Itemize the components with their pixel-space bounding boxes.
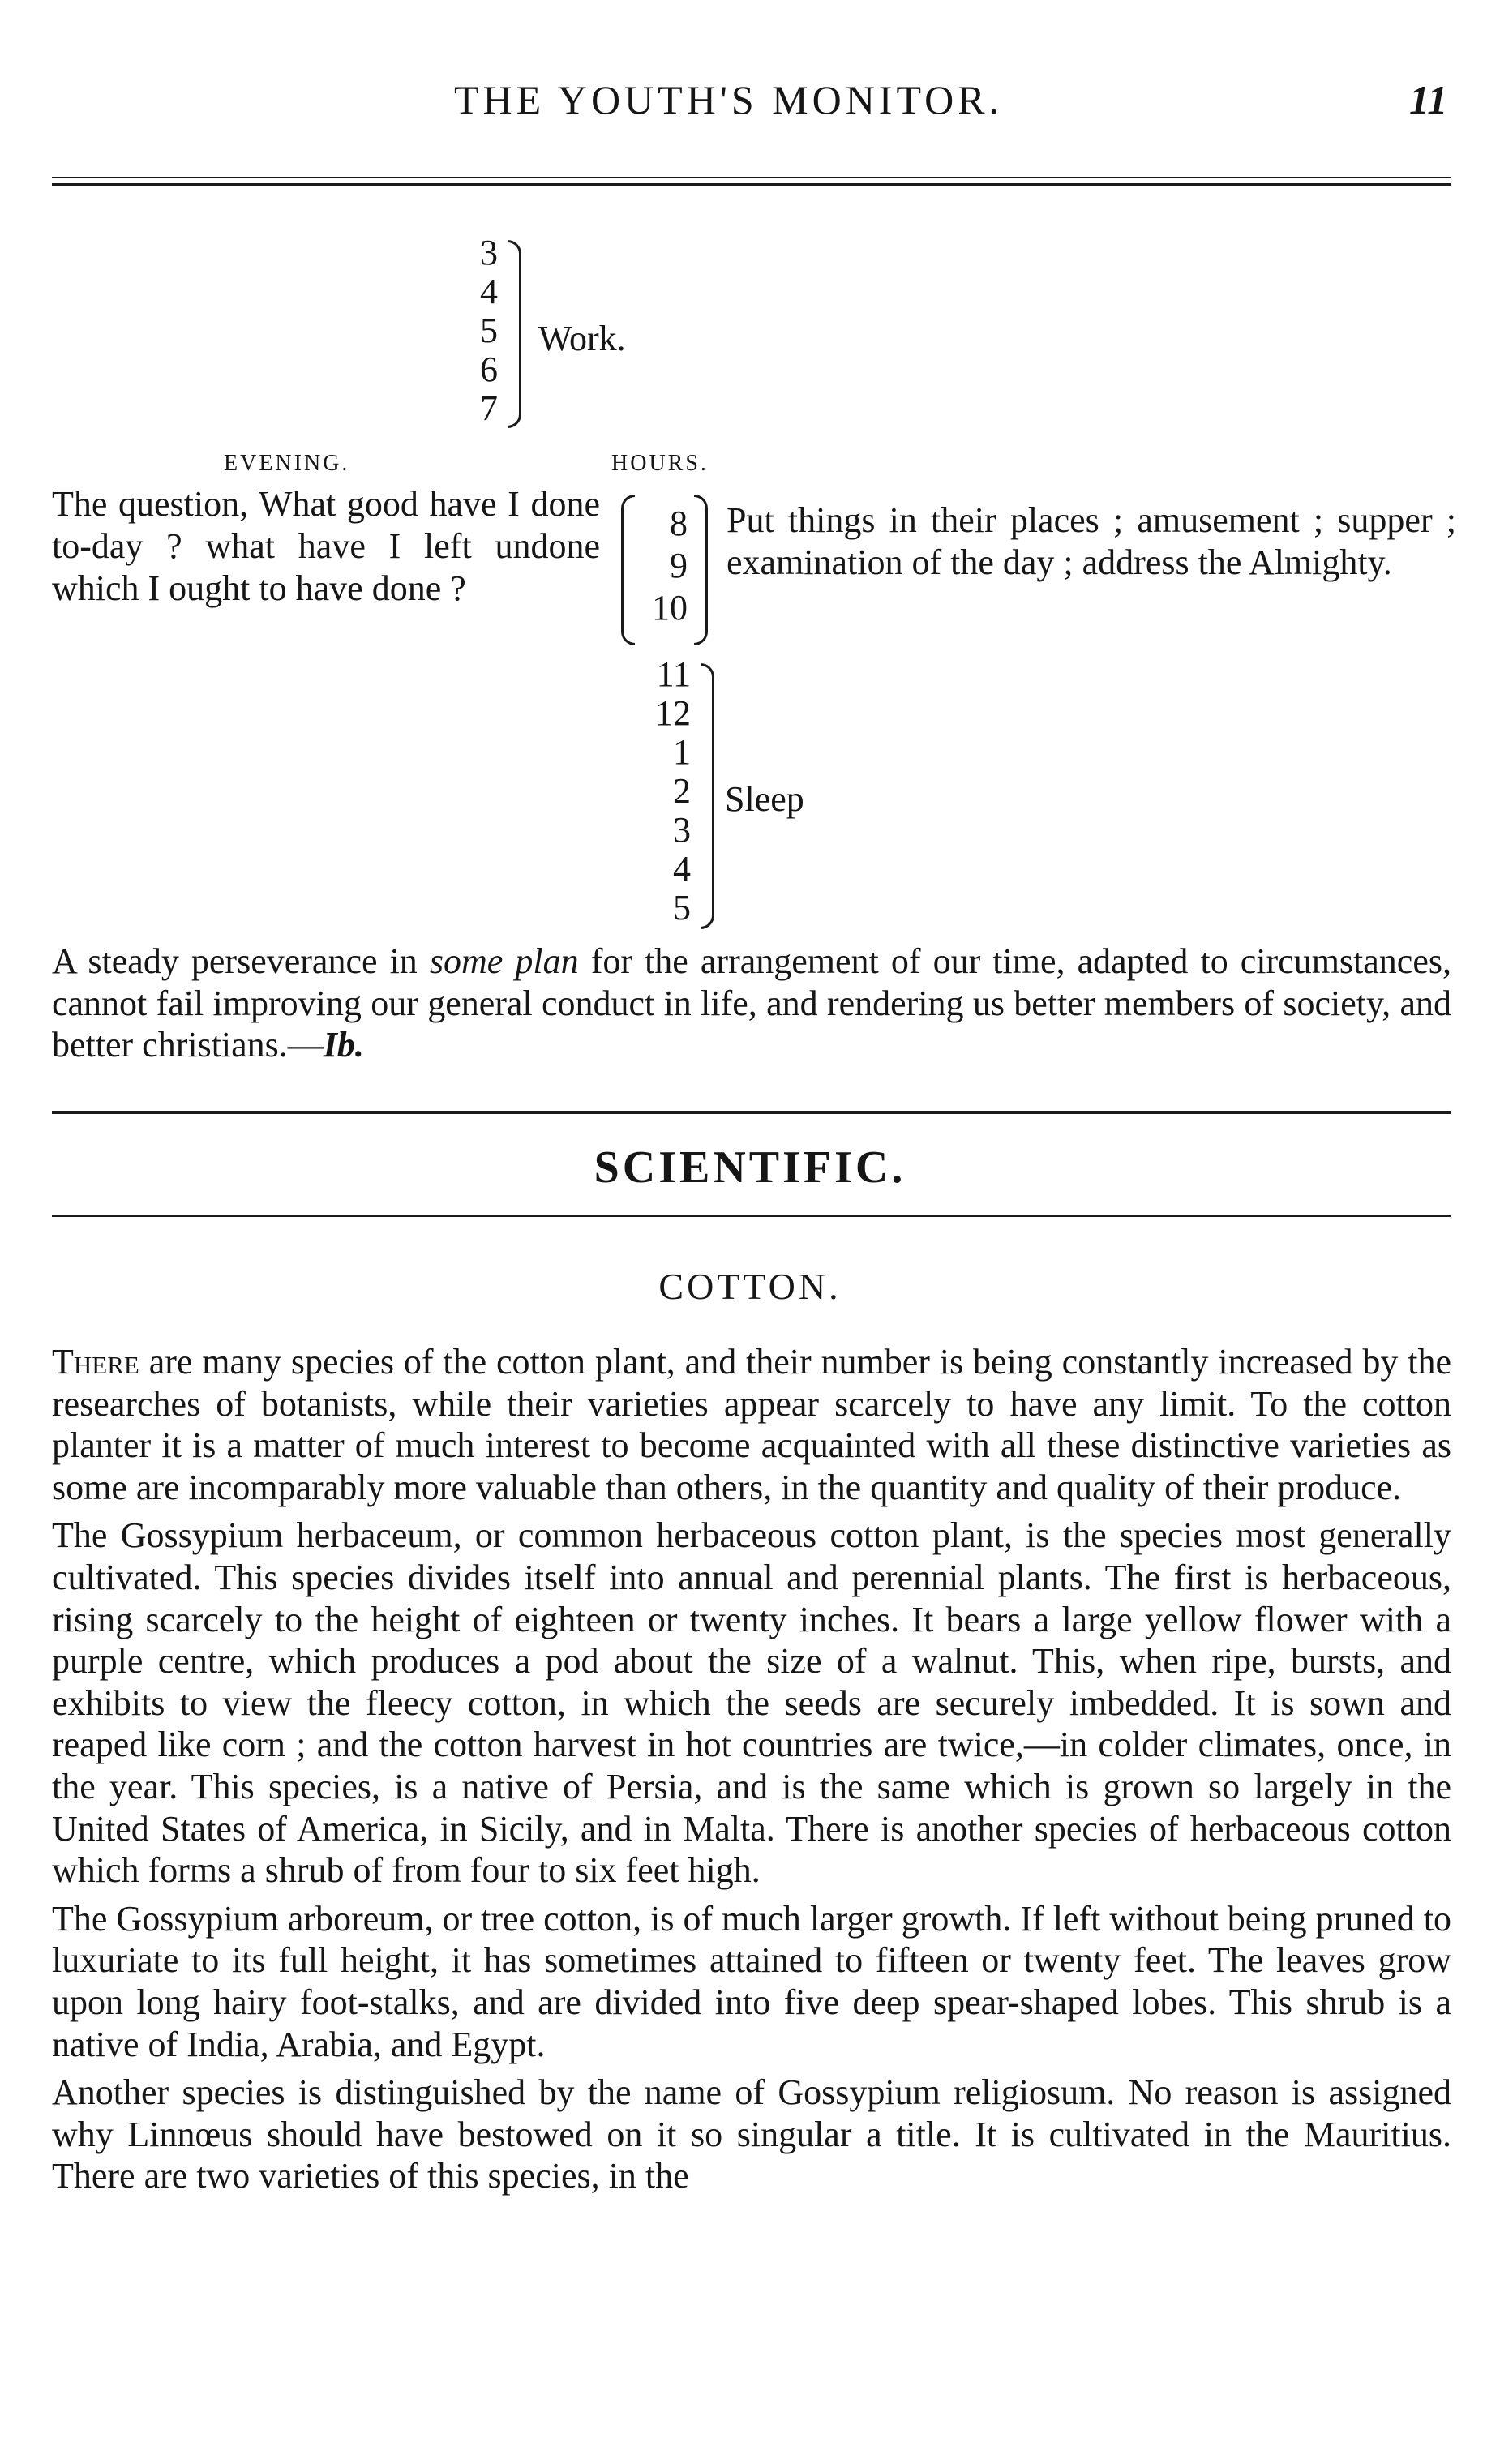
hours-heading: HOURS. — [611, 451, 709, 476]
evening-hours-list — [636, 503, 688, 629]
work-hour: 5 — [480, 311, 498, 350]
paragraph-text: Another species is distinguished by the name of Gossypium religiosum. No reason is assigned why Linnœus should have bestowed on it so singular a title. It is cultivated in the Mauritius. There are two varieties of this species, in the — [52, 2072, 1451, 2196]
article-paragraph — [52, 2072, 1451, 2197]
paragraph-lead-word: There — [52, 1342, 139, 1382]
article-paragraph — [52, 1515, 1451, 1891]
closing-text-before: A steady perseverance in — [52, 941, 430, 981]
article-paragraph — [52, 1341, 1451, 1508]
section-title: SCIENTIFIC. — [594, 1142, 906, 1193]
sleep-hour: 5 — [673, 888, 691, 928]
evening-activity: Put things in their places ; amusement ; supper ; examination of the day ; address the Almighty. — [726, 500, 1456, 582]
evening-hour: 9 — [670, 546, 688, 585]
work-hour: 4 — [480, 272, 498, 311]
work-brace — [508, 240, 521, 428]
sleep-brace — [701, 663, 714, 929]
evening-right-brace — [694, 495, 708, 645]
sleep-hour: 3 — [673, 810, 691, 850]
article-paragraph — [52, 1898, 1451, 2065]
sleep-hour: 12 — [655, 693, 691, 733]
evening-left-brace — [621, 495, 635, 645]
paragraph-text: The Gossypium arboreum, or tree cotton, is of much larger growth. If left without being pruned to luxuriate to its full height, it has sometimes attained to fifteen or twenty feet. The leaves grow upon long hairy foot-stalks, and are divided into five deep spear-shaped lobes. This shrub is a native of India, Arabia, and Egypt. — [52, 1898, 1451, 2064]
evening-hour: 8 — [670, 504, 688, 543]
header-rule-thin — [52, 177, 1451, 178]
work-hours-list — [454, 234, 498, 428]
article-body — [52, 1341, 1451, 2197]
work-label: Work. — [538, 319, 626, 358]
article-title: COTTON. — [658, 1266, 842, 1307]
closing-emphasis: some plan — [429, 941, 579, 981]
evening-heading: EVENING. — [224, 451, 350, 476]
paragraph-text: The Gossypium herbaceum, or common herbaceous cotton plant, is the species most generally cultivated. This species divides itself into annual and perennial plants. The first is herbaceous, rising scarcely to the height of eighteen or twenty inches. It bears a large yellow flower with a purple centre, which produces a pod about the size of a walnut. This, when ripe, bursts, and exhibits to view the fleecy cotton, in which the seeds are securely imbedded. It is sown and reaped like corn ; and the cotton harvest in hot countries are twice,—in colder climates, once, in the year. This species, is a native of Persia, and is the same which is grown so largely in the United States of America, in Sicily, and in Malta. There is another species of herbaceous cotton which forms a shrub of from four to six feet high. — [52, 1515, 1451, 1891]
sleep-hours-list — [641, 655, 691, 928]
evening-question: The question, What good have I done to-day ? what have I left undone which I ought to have done ? — [52, 484, 600, 608]
work-hour: 6 — [480, 349, 498, 389]
closing-paragraph — [52, 941, 1451, 1066]
sleep-hour: 11 — [656, 654, 691, 694]
closing-citation: Ib. — [323, 1025, 364, 1065]
paragraph-text: are many species of the cotton plant, and their number is being constantly increased by the researches of botanists, while their varieties appear scarcely to have any limit. To the cotton planter it is a matter of much interest to become acquainted with all these distinctive varieties as some are incomparably more valuable than others, in the quantity and quality of their produce. — [52, 1342, 1451, 1507]
sleep-hour: 4 — [673, 849, 691, 889]
page-number: 11 — [1409, 77, 1448, 122]
evening-hour: 10 — [652, 588, 688, 628]
header-rule-thick — [52, 183, 1451, 186]
work-hour: 7 — [480, 388, 498, 428]
sleep-hour: 2 — [673, 771, 691, 811]
sleep-hour: 1 — [673, 732, 691, 772]
section-rule-bottom — [52, 1215, 1451, 1217]
closing-text-after: for the arrangement of our time, adapted to circumstances, cannot fail improving our general conduct in life, and rendering us better members of society, and better christians.— — [52, 941, 1451, 1065]
sleep-label: Sleep — [725, 779, 804, 819]
work-hour: 3 — [480, 233, 498, 272]
section-rule-top — [52, 1111, 1451, 1114]
running-header-title: THE YOUTH'S MONITOR. — [454, 77, 1004, 122]
